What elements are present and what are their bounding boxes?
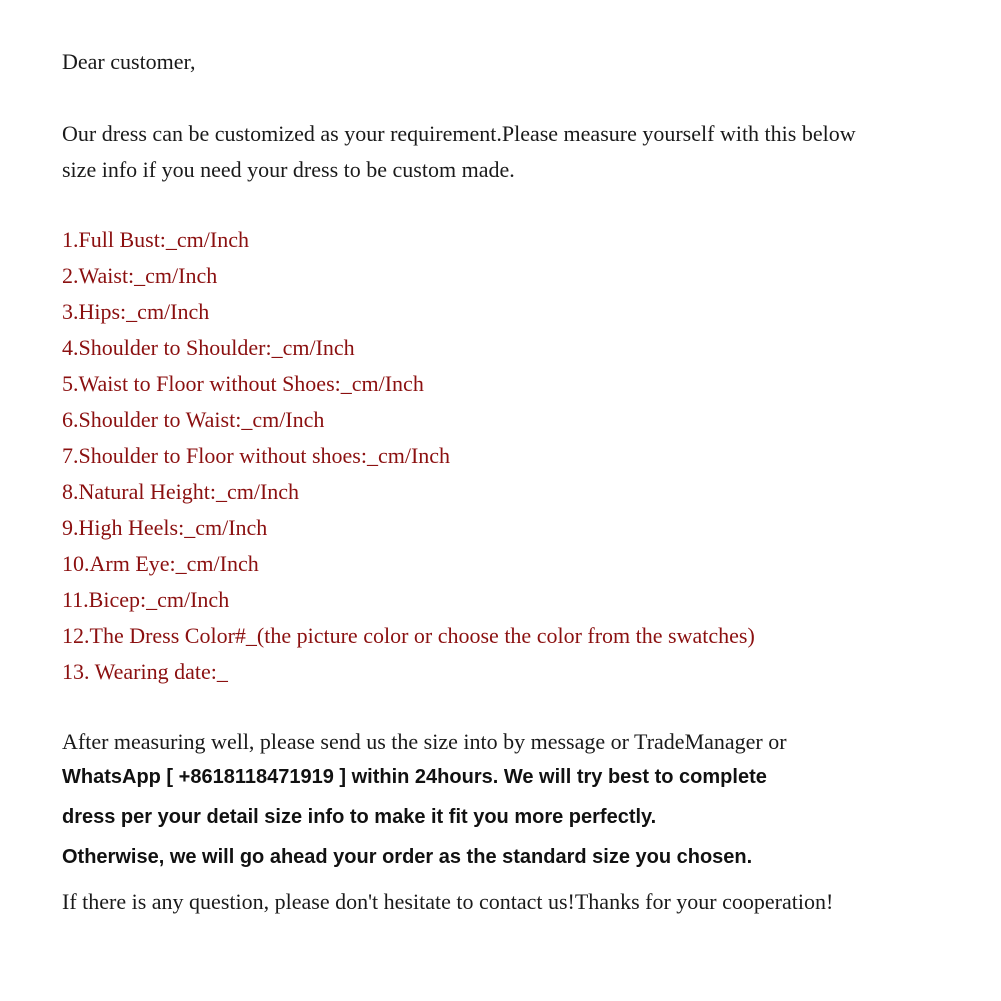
closing-text: If there is any question, please don't hesitate to contact us!Thanks for your cooperation! [62,889,834,914]
whatsapp-contact-line: WhatsApp [ +8618118471919 ] within 24hours. We will try best to complete [62,766,767,788]
greeting: Dear customer, [62,49,196,74]
measurement-item: 10.Arm Eye:_cm/Inch [62,551,259,576]
measurement-item: 6.Shoulder to Waist:_cm/Inch [62,407,325,432]
measurement-item: 8.Natural Height:_cm/Inch [62,479,300,504]
intro-paragraph [62,116,856,188]
measurement-item: 1.Full Bust:_cm/Inch [62,227,249,252]
standard-size-line: Otherwise, we will go ahead your order as the standard size you chosen. [62,846,753,868]
measurement-list [62,222,755,690]
measurement-item: 3.Hips:_cm/Inch [62,299,210,324]
intro-line-2: size info if you need your dress to be custom made. [62,157,515,182]
measurement-item: 13. Wearing date:_ [62,659,228,684]
measurement-item: 9.High Heels:_cm/Inch [62,515,268,540]
after-measuring-text: After measuring well, please send us the size into by message or TradeManager or [62,729,787,754]
intro-line-1: Our dress can be customized as your requirement.Please measure yourself with this below [62,121,856,146]
fit-info-line: dress per your detail size info to make it fit you more perfectly. [62,806,657,828]
measurement-item: 4.Shoulder to Shoulder:_cm/Inch [62,335,355,360]
measurement-item: 5.Waist to Floor without Shoes:_cm/Inch [62,371,424,396]
measurement-item: 11.Bicep:_cm/Inch [62,587,230,612]
measurement-item: 2.Waist:_cm/Inch [62,263,218,288]
measurement-item: 7.Shoulder to Floor without shoes:_cm/Inch [62,443,451,468]
measurement-item: 12.The Dress Color#_(the picture color or choose the color from the swatches) [62,623,755,648]
